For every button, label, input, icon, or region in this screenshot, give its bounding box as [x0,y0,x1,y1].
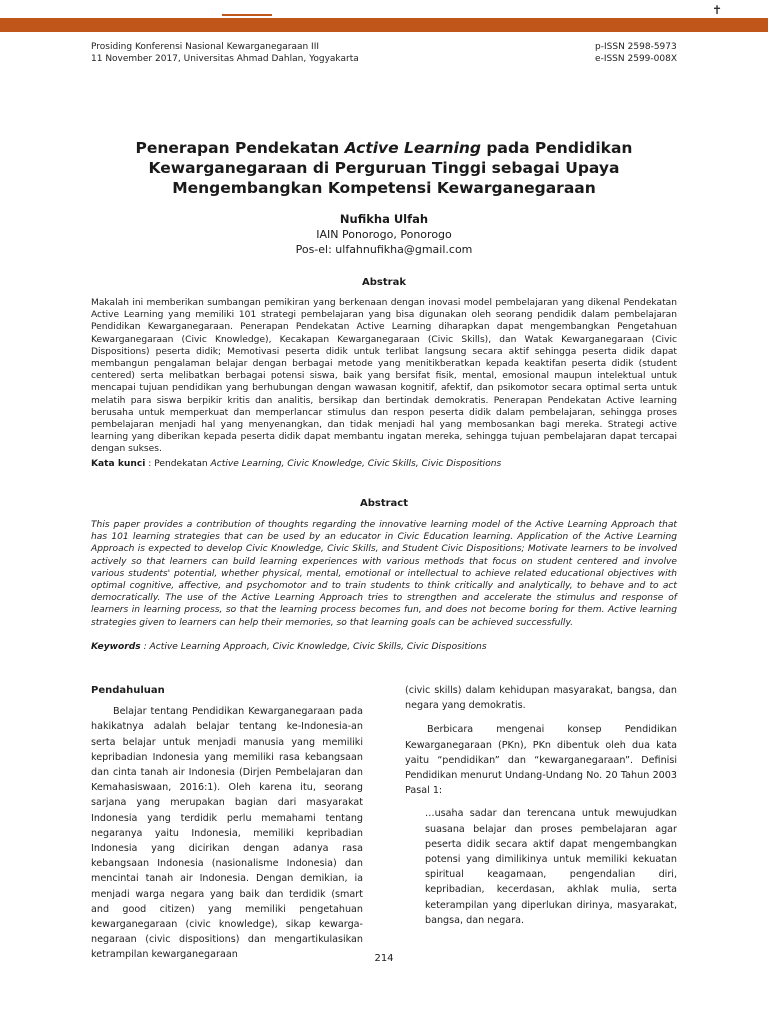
journal-name: Prosiding Konferensi Nasional Kewarganegaraan III [91,42,320,52]
abstract-heading: Abstract [359,498,409,509]
author-name: Nufikha Ulfah [339,212,429,226]
e-issn: e-ISSN 2599-008X [595,54,677,64]
top-white-strip [0,0,768,18]
kata-kunci: Kata kunci : Pendekatan Active Learning, Civic Knowledge, Civic Skills, Civic Dispositions [91,459,502,469]
top-bar [0,0,768,32]
conference-date-place: 11 November 2017, Universitas Ahmad Dahlan, Yogyakarta [91,54,359,64]
section-title: Pendahuluan [91,685,165,696]
author-affiliation: IAIN Ponorogo, Ponorogo [316,228,452,241]
keywords: Keywords : Active Learning Approach, Civic Knowledge, Civic Skills, Civic Dispositions [91,642,487,652]
author-block [0,212,768,257]
block-quote: …usaha sadar dan terencana untuk mewujudkan suasana belajar dan proses pembelajaran agar peserta didik secara aktif dapat mengembangkan potensi yang dimilikinya untuk memiliki kekuatan spiritual keagamaan, pengendalian diri, kepribadian, kecerdasan, akhlak mulia, serta keterampilan yang diperlukan dirinya, masyarakat, bangsa, dan negara. [425,808,677,926]
body-paragraph: (civic skills) dalam kehidupan masyarakat, bangsa, dan negara yang demokratis. [405,685,677,712]
abstrak-text: Makalah ini memberikan sumbangan pemikiran yang berkenaan dengan inovasi model pembelajaran yang dikenal Pendekatan Active Learning yang memiliki 101 strategi pembelajaran yang bisa digunakan oleh seorang pendidik dalam pembelajaran Pendidikan Kewarganegaraan. Penerapan Pendekatan Active Learning diharapkan dapat mengembangkan Pengetahuan Kewarganegaraan (Civic Knowledge), Kecakapan Kewarganegaraan (Civic Skills), dan Watak Kewarganegaraan (Civic Dispositions) peserta didik; Memotivasi peserta didik untuk terlibat langsung secara aktif sehingga peserta didik dapat membangun pengalaman belajar dengan berbagai metode yang menitikberatkan kepada keaktifan peserta didik (student centered) serta melibatkan berbagai potensi siswa, baik yang bersifat fisik, mental, emosional maupun intelektual untuk mencapai tujuan pendidikan yang berhubungan dengan wawasan kognitif, afektif, dan psikomotor secara optimal serta untuk melatih para siswa berpikir kritis dan analitis, bersikap dan bertindak demokratis. Penerapan Pendekatan Active learning berusaha untuk memperkuat dan memperlancar stimulus dan respon peserta didik dalam pembelajaran, sehingga proses pembelajaran menjadi hal yang menyenangkan, dan tidak menjadi hal yang membosankan bagi mereka. Strategi active learning yang diberikan kepada peserta didik dapat membantu ingatan mereka, sehingga tujuan pembelajaran dapat tercapai dengan sukses. [91,298,677,455]
accent-line [222,14,272,16]
paper-title: Penerapan Pendekatan Active Learning pada Pendidikan Kewarganegaraan di Perguruan Tinggi sebagai Upaya Mengembangkan Kompetensi Kewarganegaraan [135,139,633,197]
body-paragraph: Berbicara mengenai konsep Pendidikan Kewarganegaraan (PKn), PKn dibentuk oleh dua kata yaitu “pendidikan” dan “kewarganegaraan”. Definisi Pendidikan menurut Undang-Undang No. 20 Tahun 2003 Pasal 1: [405,724,677,797]
p-issn: p-ISSN 2598-5973 [595,42,677,52]
right-column [405,683,677,928]
abstrak-heading: Abstrak [362,277,406,288]
left-column [91,683,363,963]
author-email: Pos-el: ulfahnufikha@gmail.com [295,243,473,256]
page-number: 214 [374,953,394,964]
body-paragraph: Belajar tentang Pendidikan Kewarganegaraan pada hakikatnya adalah belajar tentang ke-Indonesia-an serta belajar untuk menjadi manusia yang memiliki kepribadian Indonesia yang memiliki rasa kebangsaan dan cinta tanah air Indonesia (Dirjen Pembelajaran dan Kemahasiswaan, 2016:1). Oleh karena itu, seorang sarjana yang merupakan bagian dari masyarakat Indonesia yang terdidik perlu memahami tentang negaranya yaitu Indonesia, memiliki kepribadian Indonesia yang dicirikan dengan adanya rasa kebangsaan Indonesia (nasionalisme Indonesia) dan mencintai tanah air Indonesia. Dengan demikian, ia menjadi warga negara yang baik dan terdidik (smart and good citizen) yang memiliki pengetahuan kewarganegaraan (civic knowledge), sikap kewarga-negaraan (civic dispositions) dan mengartikulasikan ketrampilan kewarganegaraan [91,706,363,961]
running-header [91,41,677,65]
journal-logo-icon: ✝ [711,3,723,17]
abstract-text: This paper provides a contribution of thoughts regarding the innovative learning model of the Active Learning Approach that has 101 learning strategies that can be used by an educator in Civic Education learning. Application of the Active Learning Approach is expected to develop Civic Knowledge, Civic Skills, and Student Civic Dispositions; Motivate learners to be involved actively so that learners can build learning experiences with various methods that focus on student centered and involve various students' potential, whether physical, mental, emotional or intellectual to achieve related educational objectives with optimal cognitive, affective, and psychomotor and to train students to think critically and analytically, to behave and to act democratically. The use of the Active Learning Approach tries to strengthen and accelerate the stimulus and response of learners in learning process, so that the learning process becomes fun, and does not become boring for them. Active learning strategies given to learners can help their memories, so that learning goals can be achieved successfully. [91,520,677,628]
